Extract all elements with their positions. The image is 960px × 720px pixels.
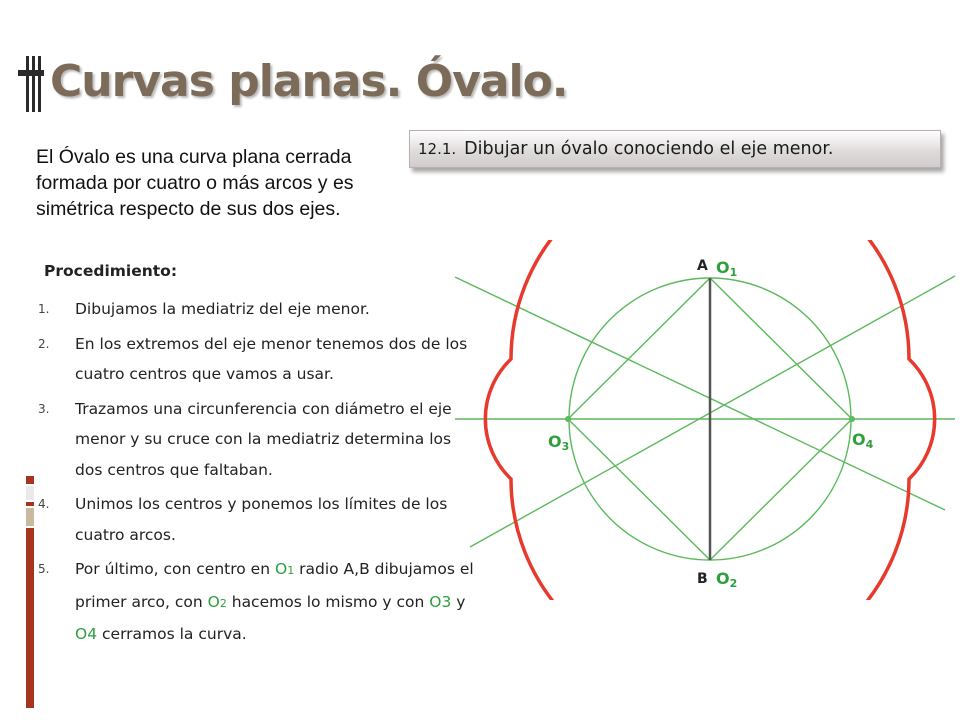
step-text: hacemos lo mismo y con <box>226 592 430 611</box>
diagonal-line-1 <box>455 277 945 510</box>
center-point-o4 <box>849 416 855 422</box>
step-number: 4. <box>38 497 50 511</box>
oval-construction-diagram <box>440 240 960 600</box>
step-number: 5. <box>38 562 50 576</box>
step-text: cerramos la curva. <box>97 625 247 643</box>
step-number: 3. <box>38 401 50 416</box>
task-text: Dibujar un óvalo conociendo el eje menor. <box>464 139 834 159</box>
procedure-title: Procedimiento: <box>44 262 178 280</box>
label-o3: O3 <box>548 432 570 453</box>
left-accent-bar <box>26 476 34 708</box>
procedure-steps <box>38 294 474 654</box>
label-o4: O4 <box>852 430 874 451</box>
diagonal-line-2 <box>470 276 955 547</box>
intro-text: El Óvalo es una curva plana cerrada formada por cuatro o más arcos y es simétrica respecto de sus dos ejes. <box>36 146 354 220</box>
step-text: En los extremos del eje menor tenemos dos de los cuatro centros que vamos a usar. <box>75 334 468 383</box>
label-a: A <box>697 258 708 274</box>
list-item <box>38 489 474 550</box>
center-o3: O3 <box>429 592 452 611</box>
center-o1: O1 <box>274 560 295 578</box>
list-item <box>38 554 474 650</box>
radius-label: A,B <box>343 560 370 578</box>
step-text: Por último, con centro en <box>75 560 275 578</box>
list-item <box>38 329 474 390</box>
list-item <box>38 294 474 325</box>
list-item <box>38 394 474 486</box>
step-text: Unimos los centros y ponemos los límites de los cuatro arcos. <box>75 495 448 544</box>
step-text: Dibujamos la mediatriz del eje menor. <box>75 300 370 318</box>
center-o2: O2 <box>207 592 227 611</box>
step-text: dibujamos el primer arco, con <box>75 560 474 611</box>
label-o2: O2 <box>716 569 738 590</box>
label-o1: O1 <box>716 258 738 279</box>
step-number: 2. <box>38 336 50 351</box>
center-point-o3 <box>565 416 571 422</box>
step-text: y <box>451 592 466 611</box>
center-o4: O4 <box>75 625 98 643</box>
step-text: Trazamos una circunferencia con diámetro el eje menor y su cruce con la mediatriz determina los dos centros que faltaban. <box>75 399 452 479</box>
corner-decoration <box>18 56 44 112</box>
task-number: 12.1. <box>418 140 457 158</box>
task-heading-box <box>409 130 941 168</box>
slide-title: Curvas planas. Óvalo. <box>50 56 568 107</box>
step-number: 1. <box>38 302 50 316</box>
step-text: radio <box>294 560 344 578</box>
label-b: B <box>697 571 708 587</box>
